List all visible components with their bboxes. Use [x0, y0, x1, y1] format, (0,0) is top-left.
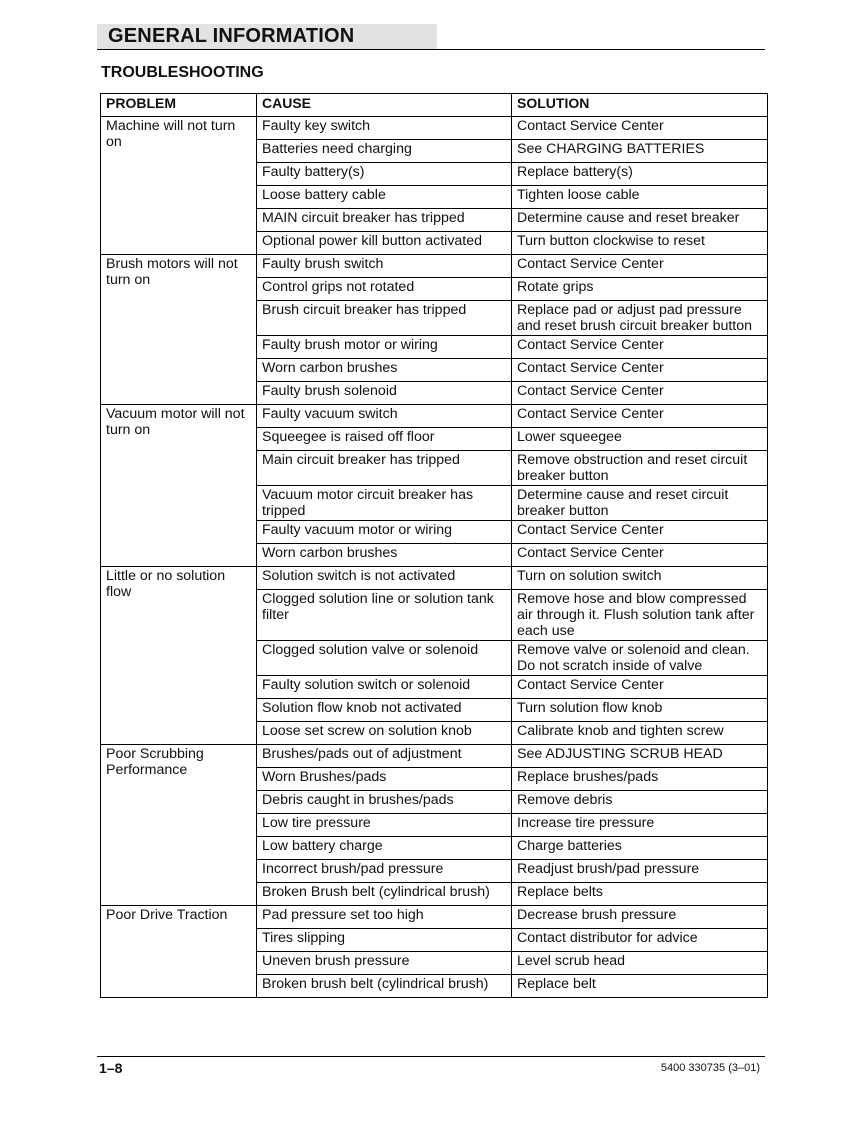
- table-header-row: [101, 94, 768, 117]
- page-title: GENERAL INFORMATION: [108, 25, 355, 47]
- document-code: 5400 330735 (3–01): [660, 1062, 760, 1074]
- cause-cell: MAIN circuit breaker has tripped: [257, 209, 512, 232]
- table-row: [101, 745, 768, 768]
- cause-cell: Clogged solution valve or solenoid: [257, 641, 512, 676]
- troubleshooting-table: [100, 93, 768, 998]
- solution-cell: Calibrate knob and tighten screw: [512, 722, 768, 745]
- solution-cell: Replace battery(s): [512, 163, 768, 186]
- solution-cell: Replace belt: [512, 975, 768, 998]
- solution-cell: Contact Service Center: [512, 117, 768, 140]
- cause-cell: Low battery charge: [257, 837, 512, 860]
- solution-cell: Rotate grips: [512, 278, 768, 301]
- cause-cell: Worn carbon brushes: [257, 359, 512, 382]
- table-body: [101, 117, 768, 998]
- cause-cell: Faulty solution switch or solenoid: [257, 676, 512, 699]
- solution-cell: Contact Service Center: [512, 544, 768, 567]
- solution-cell: Replace belts: [512, 883, 768, 906]
- table-row: [101, 255, 768, 278]
- cause-cell: Debris caught in brushes/pads: [257, 791, 512, 814]
- cause-cell: Loose battery cable: [257, 186, 512, 209]
- problem-cell: Brush motors will not turn on: [101, 255, 257, 405]
- cause-cell: Pad pressure set too high: [257, 906, 512, 929]
- solution-cell: Charge batteries: [512, 837, 768, 860]
- cause-cell: Loose set screw on solution knob: [257, 722, 512, 745]
- problem-cell: Little or no solution flow: [101, 567, 257, 745]
- solution-cell: Contact Service Center: [512, 676, 768, 699]
- solution-cell: See ADJUSTING SCRUB HEAD: [512, 745, 768, 768]
- cause-cell: Solution switch is not activated: [257, 567, 512, 590]
- cause-cell: Squeegee is raised off floor: [257, 428, 512, 451]
- problem-cell: Machine will not turn on: [101, 117, 257, 255]
- solution-cell: Turn on solution switch: [512, 567, 768, 590]
- column-header-cause: CAUSE: [257, 94, 512, 117]
- solution-cell: Remove obstruction and reset circuit breaker button: [512, 451, 768, 486]
- column-header-solution: SOLUTION: [512, 94, 768, 117]
- cause-cell: Main circuit breaker has tripped: [257, 451, 512, 486]
- solution-cell: Contact Service Center: [512, 382, 768, 405]
- solution-cell: Contact Service Center: [512, 255, 768, 278]
- cause-cell: Worn Brushes/pads: [257, 768, 512, 791]
- cause-cell: Solution flow knob not activated: [257, 699, 512, 722]
- cause-cell: Faulty vacuum motor or wiring: [257, 521, 512, 544]
- cause-cell: Brush circuit breaker has tripped: [257, 301, 512, 336]
- page-number: 1–8: [99, 1060, 123, 1076]
- solution-cell: Remove valve or solenoid and clean. Do not scratch inside of valve: [512, 641, 768, 676]
- solution-cell: Turn solution flow knob: [512, 699, 768, 722]
- solution-cell: Tighten loose cable: [512, 186, 768, 209]
- cause-cell: Faulty vacuum switch: [257, 405, 512, 428]
- cause-cell: Faulty battery(s): [257, 163, 512, 186]
- table-row: [101, 117, 768, 140]
- solution-cell: Contact Service Center: [512, 359, 768, 382]
- solution-cell: Remove debris: [512, 791, 768, 814]
- cause-cell: Broken brush belt (cylindrical brush): [257, 975, 512, 998]
- problem-cell: Vacuum motor will not turn on: [101, 405, 257, 567]
- solution-cell: Contact Service Center: [512, 336, 768, 359]
- cause-cell: Vacuum motor circuit breaker has tripped: [257, 486, 512, 521]
- section-title: TROUBLESHOOTING: [101, 64, 264, 81]
- cause-cell: Faulty brush solenoid: [257, 382, 512, 405]
- header-rule: [97, 49, 765, 50]
- solution-cell: Contact Service Center: [512, 521, 768, 544]
- cause-cell: Brushes/pads out of adjustment: [257, 745, 512, 768]
- solution-cell: Level scrub head: [512, 952, 768, 975]
- cause-cell: Worn carbon brushes: [257, 544, 512, 567]
- cause-cell: Control grips not rotated: [257, 278, 512, 301]
- cause-cell: Low tire pressure: [257, 814, 512, 837]
- cause-cell: Broken Brush belt (cylindrical brush): [257, 883, 512, 906]
- solution-cell: Lower squeegee: [512, 428, 768, 451]
- solution-cell: Replace pad or adjust pad pressure and reset brush circuit breaker button: [512, 301, 768, 336]
- cause-cell: Batteries need charging: [257, 140, 512, 163]
- solution-cell: Contact Service Center: [512, 405, 768, 428]
- footer-rule: [97, 1056, 765, 1057]
- solution-cell: Readjust brush/pad pressure: [512, 860, 768, 883]
- solution-cell: Turn button clockwise to reset: [512, 232, 768, 255]
- column-header-problem: PROBLEM: [101, 94, 257, 117]
- cause-cell: Faulty key switch: [257, 117, 512, 140]
- solution-cell: Determine cause and reset circuit breaker button: [512, 486, 768, 521]
- solution-cell: Remove hose and blow compressed air through it. Flush solution tank after each use: [512, 590, 768, 641]
- cause-cell: Optional power kill button activated: [257, 232, 512, 255]
- solution-cell: Determine cause and reset breaker: [512, 209, 768, 232]
- table-row: [101, 567, 768, 590]
- solution-cell: Replace brushes/pads: [512, 768, 768, 791]
- solution-cell: Decrease brush pressure: [512, 906, 768, 929]
- cause-cell: Uneven brush pressure: [257, 952, 512, 975]
- solution-cell: See CHARGING BATTERIES: [512, 140, 768, 163]
- table-row: [101, 405, 768, 428]
- solution-cell: Increase tire pressure: [512, 814, 768, 837]
- table-row: [101, 906, 768, 929]
- cause-cell: Clogged solution line or solution tank filter: [257, 590, 512, 641]
- problem-cell: Poor Drive Traction: [101, 906, 257, 998]
- solution-cell: Contact distributor for advice: [512, 929, 768, 952]
- problem-cell: Poor Scrubbing Performance: [101, 745, 257, 906]
- cause-cell: Incorrect brush/pad pressure: [257, 860, 512, 883]
- cause-cell: Faulty brush motor or wiring: [257, 336, 512, 359]
- cause-cell: Faulty brush switch: [257, 255, 512, 278]
- cause-cell: Tires slipping: [257, 929, 512, 952]
